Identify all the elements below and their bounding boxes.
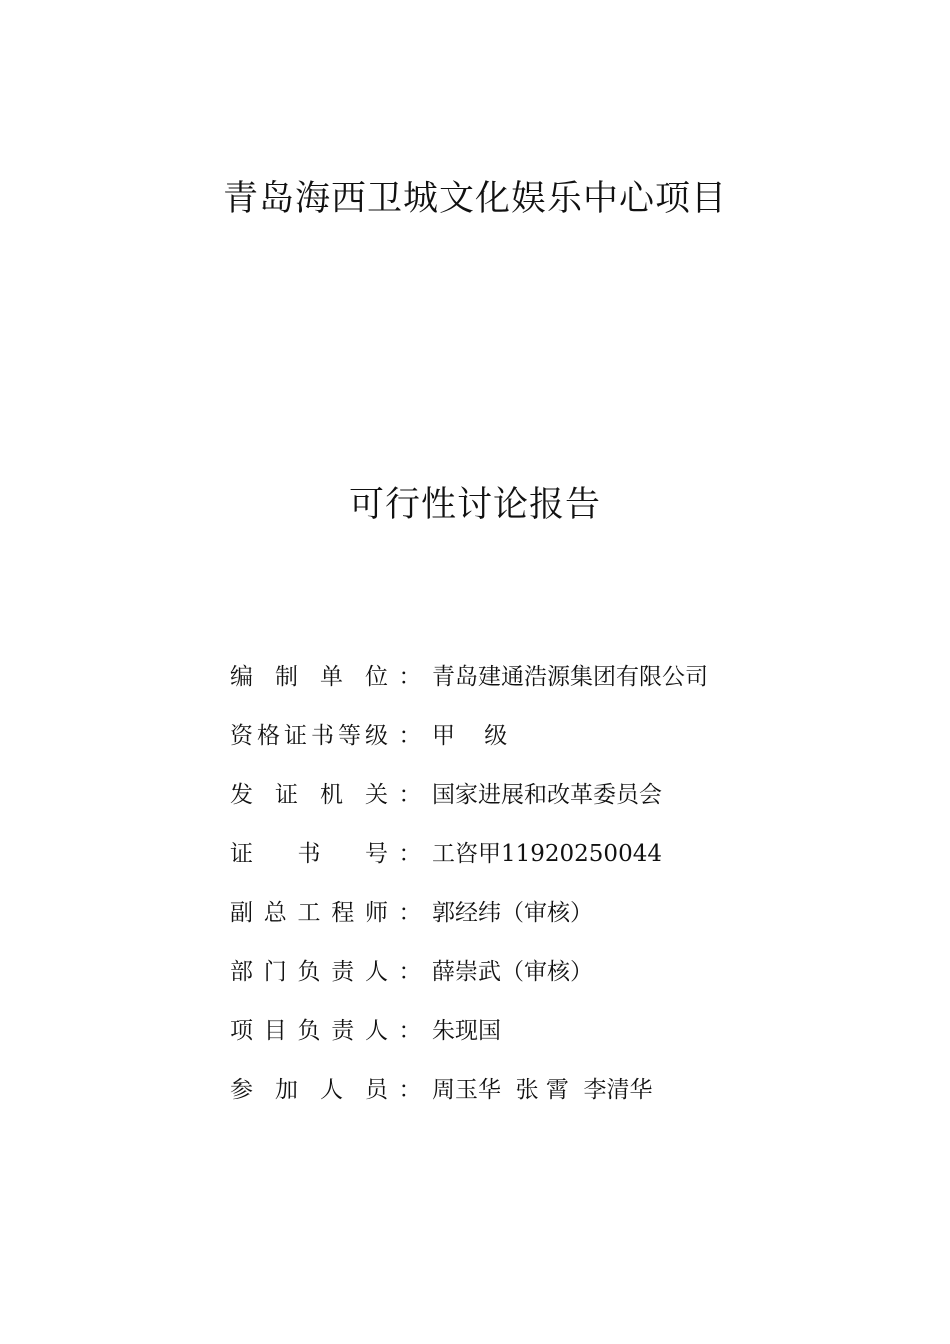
info-label: 资格证书等级 bbox=[230, 723, 388, 749]
info-row-organization bbox=[230, 645, 910, 704]
document-title: 青岛海西卫城文化娱乐中心项目 bbox=[222, 179, 727, 219]
info-label: 副总工程师 bbox=[230, 900, 388, 926]
info-value: 周玉华 张 霄 李清华 bbox=[432, 1077, 653, 1103]
info-row-project-lead bbox=[230, 999, 910, 1058]
info-label: 发证机关 bbox=[230, 782, 388, 808]
info-label: 编制单位 bbox=[230, 664, 388, 690]
info-colon: ： bbox=[398, 900, 422, 926]
info-colon: ： bbox=[398, 782, 422, 808]
info-colon: ： bbox=[398, 723, 422, 749]
info-row-qualification bbox=[230, 704, 910, 763]
info-row-participants bbox=[230, 1058, 910, 1117]
info-value: 青岛建通浩源集团有限公司 bbox=[432, 664, 708, 690]
info-label: 证书号 bbox=[230, 841, 388, 867]
info-colon: ： bbox=[398, 1018, 422, 1044]
info-colon: ： bbox=[398, 664, 422, 690]
info-label: 部门负责人 bbox=[230, 959, 388, 985]
info-value: 朱现国 bbox=[432, 1018, 501, 1044]
info-colon: ： bbox=[398, 959, 422, 985]
info-row-deputy-chief-engineer bbox=[230, 881, 910, 940]
info-row-certificate bbox=[230, 822, 910, 881]
info-colon: ： bbox=[398, 1077, 422, 1103]
info-value: 薛崇武（审核） bbox=[432, 959, 593, 985]
info-colon: ： bbox=[398, 841, 422, 867]
info-value: 工咨甲11920250044 bbox=[432, 841, 662, 867]
info-value: 甲 级 bbox=[432, 723, 508, 749]
info-row-issuer bbox=[230, 763, 910, 822]
info-list bbox=[230, 645, 910, 1117]
info-row-department-head bbox=[230, 940, 910, 999]
info-value: 郭经纬（审核） bbox=[432, 900, 593, 926]
info-label: 项目负责人 bbox=[230, 1018, 388, 1044]
document-subtitle: 可行性讨论报告 bbox=[348, 485, 601, 525]
info-label: 参加人员 bbox=[230, 1077, 388, 1103]
info-value: 国家进展和改革委员会 bbox=[432, 782, 662, 808]
